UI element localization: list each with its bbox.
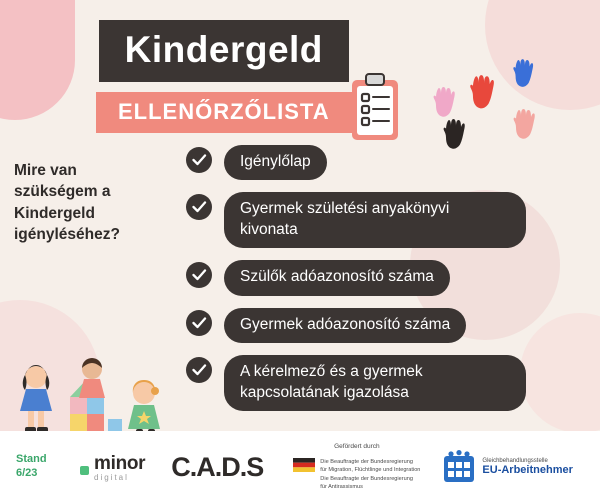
list-item[interactable] [186,308,526,343]
funding-line: Die Beauftragte der Bundesregierung [320,475,413,482]
handprint-icon-red [466,74,500,116]
list-item-label: Gyermek születési anyakönyvi kivonata [224,192,526,248]
check-icon [186,194,212,220]
stand-block [16,453,70,481]
checklist [186,145,526,411]
check-icon [186,310,212,336]
check-icon [186,357,212,383]
eu-building-icon [442,450,476,484]
minor-dot-icon [80,466,89,475]
handprint-icon-salmon [510,108,540,146]
decorative-blob-top-right [485,0,600,110]
german-flag-icon [293,458,315,472]
question-text: Mire van szükségem a Kindergeld igényléséhez? [14,162,120,244]
check-icon [186,262,212,288]
page-title: Kindergeld [99,20,349,82]
minor-digital-logo [80,453,145,482]
funding-line: für Antirassismus [320,484,363,491]
decorative-blob-bottom-right [520,313,600,433]
funding-label: Gefördert durch [334,443,380,451]
page-subtitle: ELLENŐRZŐLISTA [96,92,352,133]
funding-block [293,442,420,491]
title-block [96,20,352,133]
handprint-icon-blue [510,58,538,94]
list-item[interactable] [186,260,526,295]
list-item-label: Igénylőlap [224,145,327,180]
list-item[interactable] [186,355,526,411]
check-icon [186,147,212,173]
list-item[interactable] [186,192,526,248]
eu-logo-line-1: Gleichbehandlungsstelle [482,458,548,464]
footer-bar [0,431,600,503]
eu-worker-logo [442,450,572,484]
funding-line: für Migration, Flüchtlinge und Integration [320,467,421,474]
list-item[interactable] [186,145,526,180]
kids-playing-blocks-illustration [8,351,183,441]
list-item-label: A kérelmező és a gyermek kapcsolatának igazolása [224,355,526,411]
decorative-blob-top-left [0,0,75,120]
clipboard-icon [348,72,406,144]
minor-logo-text: minor [94,452,146,474]
minor-logo-sub: digital [94,472,129,482]
cads-logo: C.A.D.S [171,451,264,482]
stand-label: Stand [16,453,47,466]
stand-value: 6/23 [16,467,38,479]
list-item-label: Gyermek adóazonosító száma [224,308,466,343]
list-item-label: Szülők adóazonosító száma [224,260,450,295]
funding-line: Die Beauftragte der Bundesregierung [320,459,413,466]
eu-logo-line-2: EU-Arbeitnehmer [482,464,573,476]
